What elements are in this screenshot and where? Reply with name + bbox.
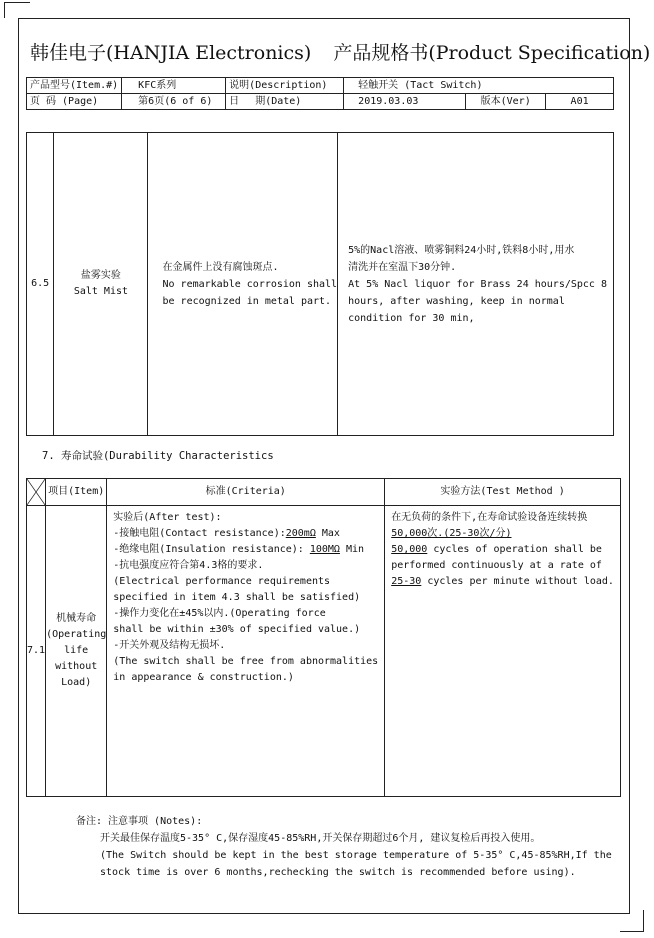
column-header-item: 项目(Item)	[46, 479, 107, 506]
method-text: cycles of operation shall be	[427, 544, 602, 555]
criteria-line-insulation	[113, 542, 378, 558]
salt-mist-criteria	[148, 133, 338, 436]
salt-mist-item	[54, 133, 148, 436]
contact-resistance-value: 200mΩ	[285, 528, 316, 539]
salt-mist-item-en: Salt Mist	[73, 286, 129, 297]
durability-item-en2: without Load)	[55, 661, 98, 688]
method-line: 在无负荷的条件下,在寿命试验设备连续转换	[391, 512, 588, 523]
criteria-line: -开关外观及结构无损坏.	[113, 640, 226, 651]
notes-label: 备注: 注意事项 (Notes):	[76, 816, 203, 827]
notes-block	[76, 813, 612, 881]
salt-mist-method	[338, 133, 614, 436]
salt-mist-item-cn: 盐雾实验	[80, 270, 121, 281]
page-label: 页 码 (Page)	[27, 94, 122, 110]
salt-mist-method-line: hours, after washing, keep in normal	[348, 295, 565, 307]
notes-line: (The Switch should be kept in the best storage temperature of 5-35° C,45-85%RH,If the	[100, 850, 612, 861]
cross-lines	[27, 479, 45, 505]
company-name: 韩佳电子(HANJIA Electronics)	[30, 42, 312, 64]
criteria-text: Min	[339, 544, 365, 555]
criteria-text: -绝缘电阻(Insulation resistance):	[113, 544, 310, 555]
item-value: KFC系列	[122, 78, 226, 94]
salt-mist-method-line: 5%的Nacl溶液、喷雾铜料24小时,铁料8小时,用水	[348, 244, 575, 256]
version-value: A01	[546, 94, 614, 110]
date-label: 日 期(Date)	[226, 94, 344, 110]
page-value: 第6页(6 of 6)	[122, 94, 226, 110]
salt-mist-table	[26, 132, 614, 436]
notes-line: stock time is over 6 months,rechecking the switch is recommended before using).	[100, 867, 576, 878]
cycles-count: 50,000	[391, 544, 428, 555]
method-line-cycles: 50,000次.(25-30次/分)	[391, 528, 512, 539]
salt-mist-criteria-line: be recognized in metal part.	[162, 295, 332, 307]
durability-criteria	[107, 506, 385, 797]
durability-method	[385, 506, 621, 797]
salt-mist-criteria-line: No remarkable corrosion shall	[162, 278, 338, 290]
header-table	[26, 77, 614, 110]
section-7-heading: 7. 寿命试验(Durability Characteristics	[42, 450, 274, 462]
salt-mist-method-line: condition for 30 min,	[348, 312, 475, 324]
page-title	[30, 38, 651, 65]
salt-mist-method-line: At 5% Nacl liquor for Brass 24 hours/Spcc 8	[348, 278, 607, 290]
criteria-line: (Electrical performance requirements	[113, 576, 331, 587]
durability-item-en1: (Operating life	[46, 629, 107, 656]
durability-table	[26, 478, 621, 797]
method-line	[391, 574, 614, 590]
version-label: 版本(Ver)	[466, 94, 546, 110]
criteria-text: -接触电阻(Contact resistance):	[113, 528, 286, 539]
notes-line: 开关最佳保存温度5-35° C,保存湿度45-85%RH,开关保存期超过6个月, 建议复检后再投入使用。	[100, 833, 541, 844]
criteria-line: shall be within ±30% of specified value.)	[113, 624, 361, 635]
criteria-line: -操作力变化在±45%以内.(Operating force	[113, 608, 326, 619]
durability-item-cn: 机械寿命	[56, 613, 97, 624]
criteria-line: (The switch shall be free from abnormalities	[113, 656, 379, 667]
criteria-line: -抗电强度应符合第4.3格的要求.	[113, 560, 264, 571]
document-type: 产品规格书(Product Specification)	[333, 42, 651, 64]
method-text: cycles per minute without load.	[421, 576, 614, 587]
corner-mark-top-left	[4, 2, 30, 18]
date-value: 2019.03.03	[344, 94, 466, 110]
cycle-rate: 25-30	[391, 576, 422, 587]
durability-number: 7.1	[27, 506, 46, 797]
criteria-line: 实验后(After test):	[113, 512, 222, 523]
description-value: 轻触开关 (Tact Switch)	[344, 78, 614, 94]
insulation-resistance-value: 100MΩ	[309, 544, 340, 555]
salt-mist-number: 6.5	[27, 133, 54, 436]
salt-mist-criteria-line: 在金属件上没有腐蚀斑点.	[162, 261, 279, 273]
item-label: 产品型号(Item.#)	[27, 78, 122, 94]
column-header-method: 实验方法(Test Method )	[385, 479, 621, 506]
column-header-criteria: 标准(Criteria)	[107, 479, 385, 506]
description-label: 说明(Description)	[226, 78, 344, 94]
criteria-line-contact	[113, 526, 378, 542]
durability-item	[46, 506, 107, 797]
criteria-line: specified in item 4.3 shall be satisfied)	[113, 592, 361, 603]
diagonal-header-cell	[27, 479, 46, 506]
criteria-text: Max	[315, 528, 340, 539]
method-line: performed continuously at a rate of	[391, 560, 602, 571]
criteria-line: in appearance & construction.)	[113, 672, 294, 683]
method-line	[391, 542, 614, 558]
salt-mist-method-line: 清洗并在室温下30分钟.	[348, 261, 457, 273]
